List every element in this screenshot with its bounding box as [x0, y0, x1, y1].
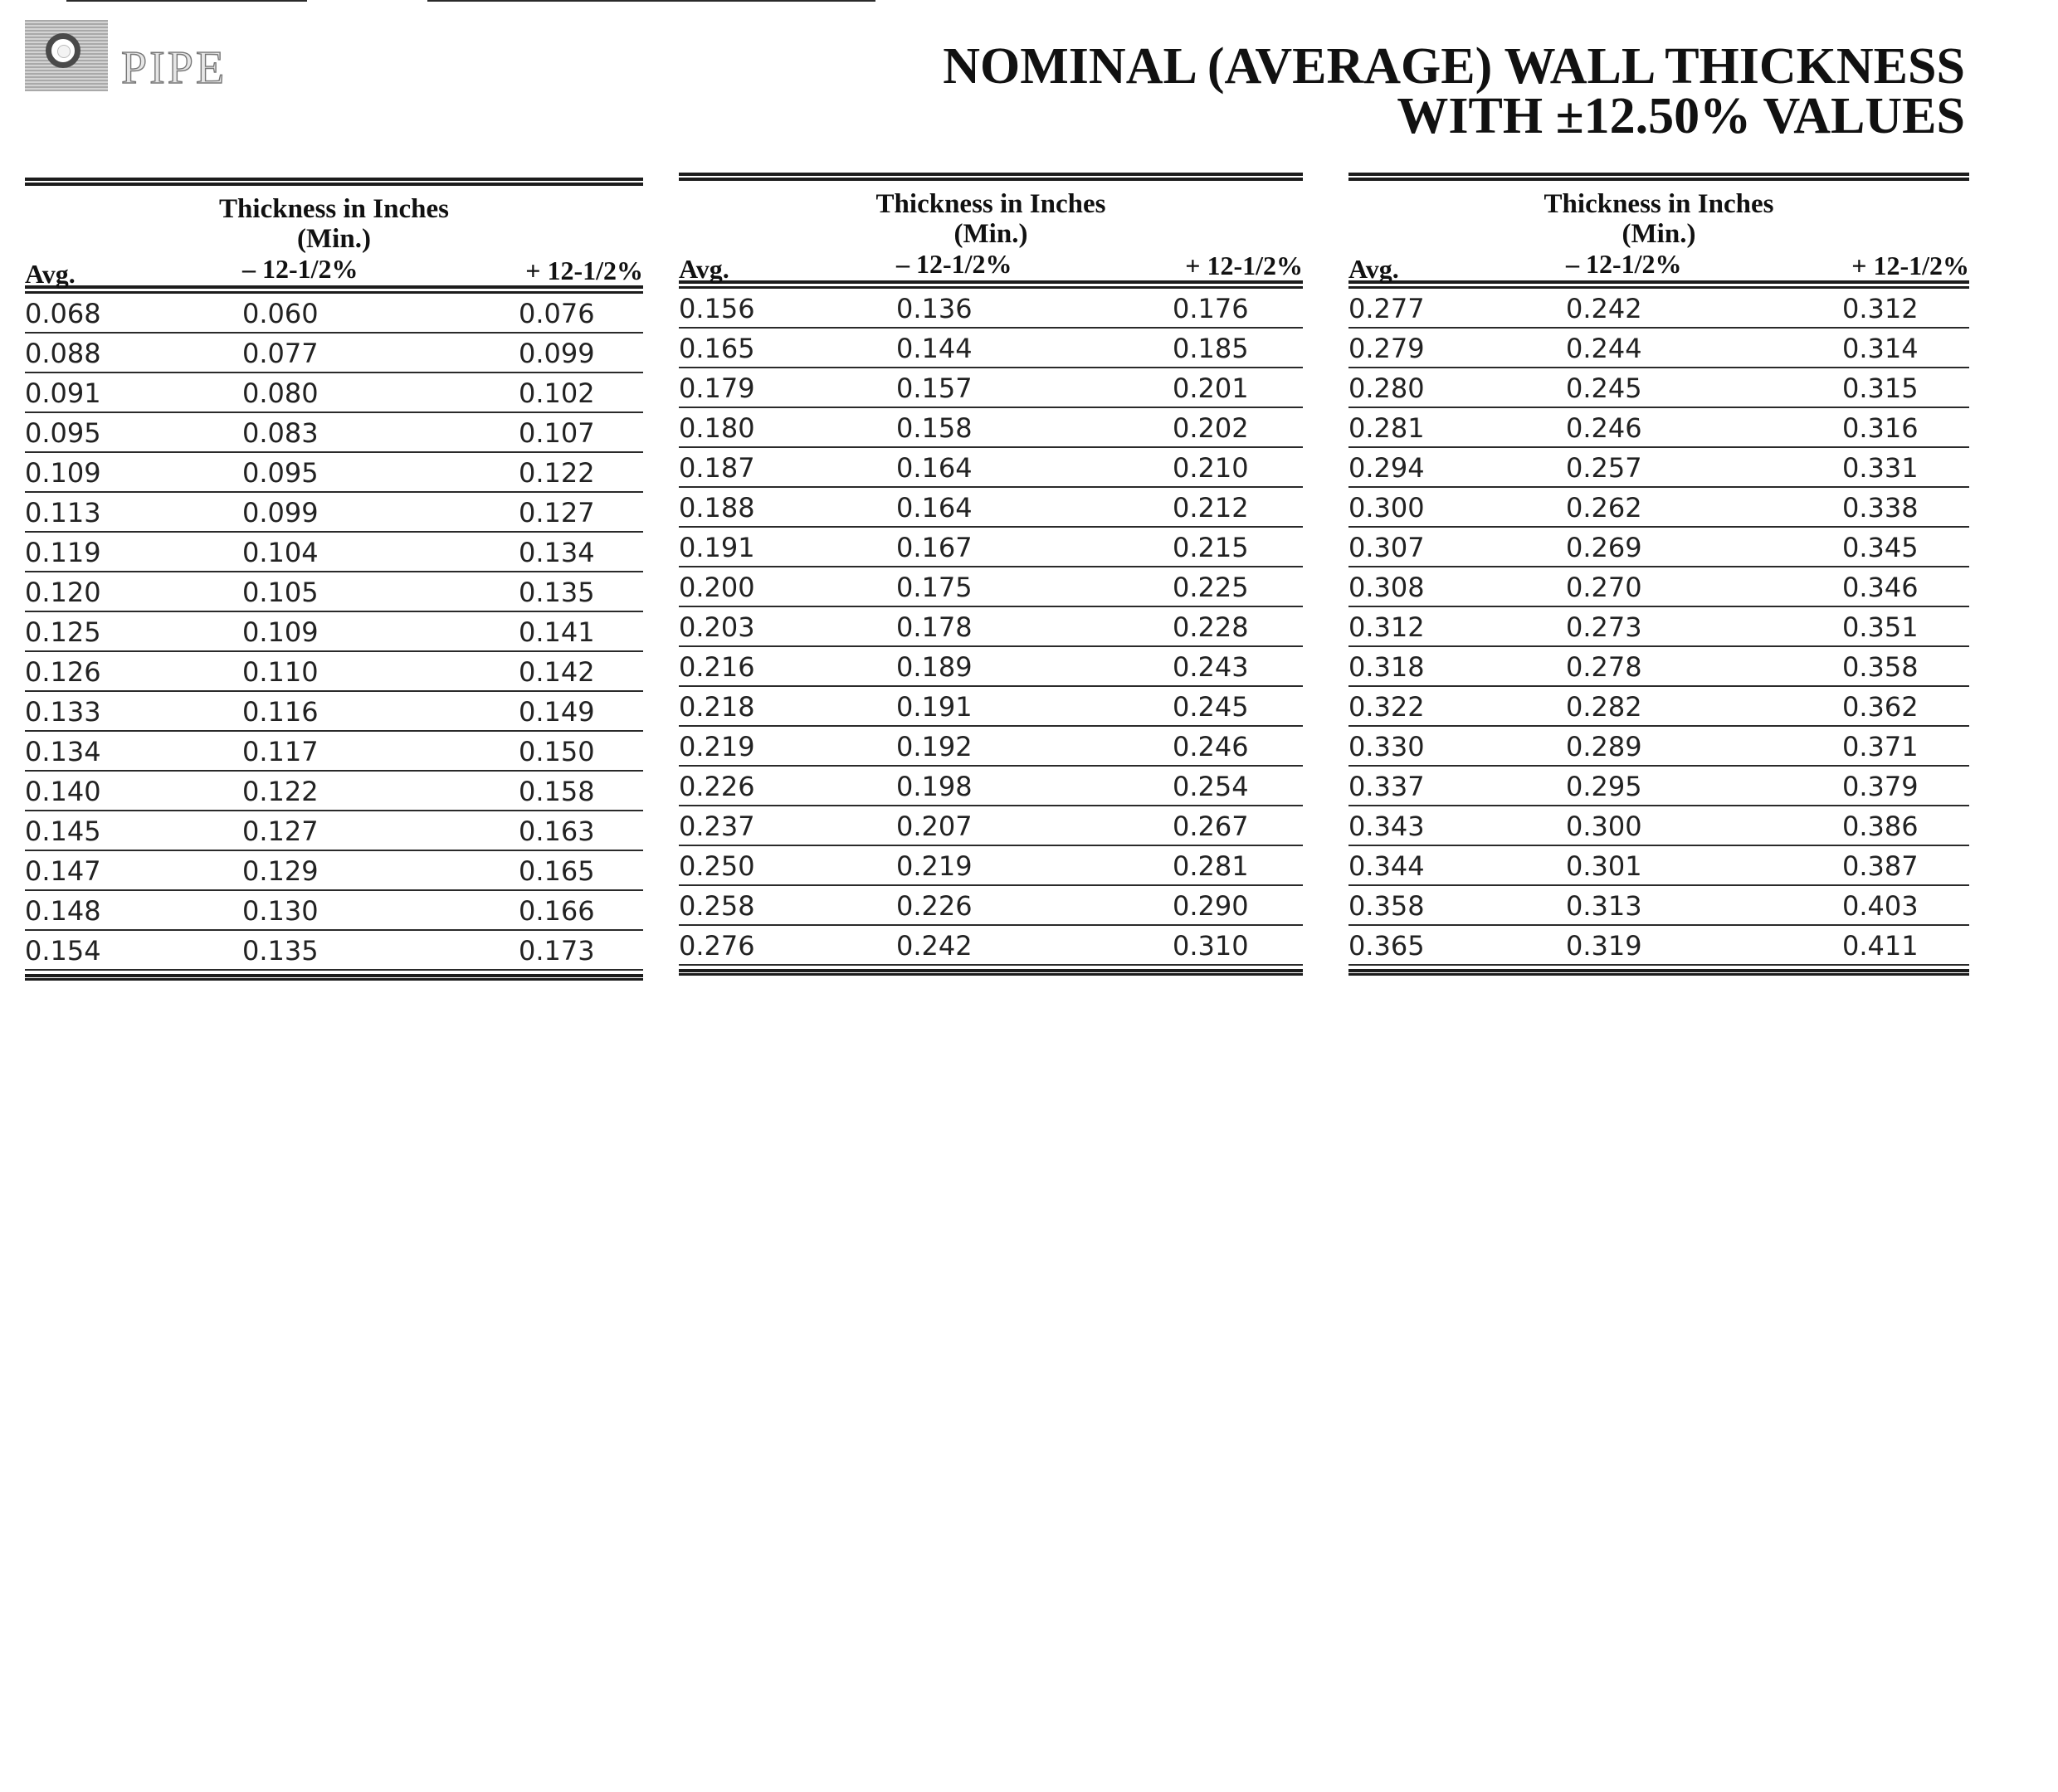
- cell-plus: 0.163: [519, 816, 595, 847]
- cell-avg: 0.200: [679, 572, 755, 603]
- cell-plus: 0.371: [1842, 731, 1919, 762]
- cell-plus: 0.225: [1173, 572, 1249, 603]
- cell-minus: 0.226: [896, 890, 973, 922]
- header-avg: Avg.: [1348, 254, 1399, 284]
- header-avg: Avg.: [25, 259, 76, 289]
- header-plus: + 12-1/2%: [1185, 251, 1303, 280]
- header-group-label: [1348, 189, 1969, 249]
- cell-avg: 0.145: [25, 816, 101, 847]
- cell-plus: 0.228: [1173, 611, 1249, 643]
- cell-avg: 0.140: [25, 776, 101, 807]
- header-group-subtitle: (Min.): [1622, 219, 1696, 249]
- cell-avg: 0.180: [679, 412, 755, 444]
- cell-minus: 0.110: [242, 656, 319, 688]
- cell-plus: 0.281: [1173, 850, 1249, 882]
- header-plus: + 12-1/2%: [525, 256, 643, 285]
- brand-logo: [25, 20, 241, 96]
- table-row: [679, 488, 1303, 528]
- cell-avg: 0.188: [679, 492, 755, 523]
- header-group-subtitle: (Min.): [297, 224, 371, 254]
- table-bottom-rule: [1348, 969, 1969, 976]
- cell-minus: 0.127: [242, 816, 319, 847]
- cell-plus: 0.102: [519, 377, 595, 409]
- cell-avg: 0.280: [1348, 373, 1425, 404]
- table-row: [1348, 368, 1969, 408]
- cell-avg: 0.312: [1348, 611, 1425, 643]
- cell-plus: 0.254: [1173, 771, 1249, 802]
- cell-minus: 0.262: [1566, 492, 1642, 523]
- cell-plus: 0.201: [1173, 373, 1249, 404]
- cell-avg: 0.088: [25, 338, 101, 369]
- cell-minus: 0.270: [1566, 572, 1642, 603]
- cell-minus: 0.301: [1566, 850, 1642, 882]
- cell-minus: 0.109: [242, 616, 319, 648]
- cell-avg: 0.165: [679, 333, 755, 364]
- table-top-rule: [1348, 173, 1969, 181]
- cell-avg: 0.218: [679, 691, 755, 723]
- table-row: [1348, 806, 1969, 846]
- cell-avg: 0.187: [679, 452, 755, 484]
- cell-plus: 0.246: [1173, 731, 1249, 762]
- cell-minus: 0.257: [1566, 452, 1642, 484]
- cell-minus: 0.099: [242, 497, 319, 528]
- cell-plus: 0.210: [1173, 452, 1249, 484]
- table-row: [25, 572, 643, 612]
- cell-plus: 0.099: [519, 338, 595, 369]
- cell-plus: 0.346: [1842, 572, 1919, 603]
- cell-avg: 0.216: [679, 651, 755, 683]
- table-row: [679, 846, 1303, 886]
- pipe-ring-logo-icon: [25, 20, 108, 91]
- cell-minus: 0.198: [896, 771, 973, 802]
- cell-minus: 0.164: [896, 452, 973, 484]
- table-row: [1348, 528, 1969, 567]
- cell-plus: 0.150: [519, 736, 595, 767]
- cell-avg: 0.279: [1348, 333, 1425, 364]
- cell-plus: 0.215: [1173, 532, 1249, 563]
- cell-minus: 0.175: [896, 572, 973, 603]
- cell-minus: 0.219: [896, 850, 973, 882]
- top-edge-rule-left: [66, 0, 307, 2]
- table-row: [679, 767, 1303, 806]
- cell-plus: 0.411: [1842, 930, 1919, 962]
- table-top-rule: [25, 178, 643, 186]
- cell-avg: 0.308: [1348, 572, 1425, 603]
- table-row: [1348, 886, 1969, 926]
- cell-plus: 0.243: [1173, 651, 1249, 683]
- cell-minus: 0.104: [242, 537, 319, 568]
- brand-wordmark: PIPE: [121, 42, 227, 94]
- cell-avg: 0.307: [1348, 532, 1425, 563]
- table-column-header: [1348, 181, 1969, 284]
- cell-avg: 0.154: [25, 935, 101, 967]
- thickness-table-3: [1348, 173, 1969, 976]
- cell-plus: 0.212: [1173, 492, 1249, 523]
- header-minus: – 12-1/2%: [1566, 249, 1682, 279]
- cell-plus: 0.345: [1842, 532, 1919, 563]
- table-row: [25, 652, 643, 692]
- cell-plus: 0.379: [1842, 771, 1919, 802]
- cell-plus: 0.149: [519, 696, 595, 728]
- table-row: [25, 732, 643, 772]
- cell-plus: 0.358: [1842, 651, 1919, 683]
- table-bottom-rule: [679, 969, 1303, 976]
- header-minus: – 12-1/2%: [242, 254, 358, 284]
- cell-minus: 0.273: [1566, 611, 1642, 643]
- cell-avg: 0.344: [1348, 850, 1425, 882]
- cell-minus: 0.282: [1566, 691, 1642, 723]
- header-rule: [25, 285, 643, 294]
- cell-minus: 0.269: [1566, 532, 1642, 563]
- table-row: [679, 448, 1303, 488]
- table-row: [25, 931, 643, 971]
- cell-minus: 0.083: [242, 417, 319, 449]
- cell-avg: 0.237: [679, 811, 755, 842]
- cell-minus: 0.130: [242, 895, 319, 927]
- cell-minus: 0.313: [1566, 890, 1642, 922]
- header-group-label: [25, 194, 643, 254]
- cell-minus: 0.289: [1566, 731, 1642, 762]
- header-avg: Avg.: [679, 254, 729, 284]
- cell-minus: 0.178: [896, 611, 973, 643]
- table-column-header: [679, 181, 1303, 284]
- cell-minus: 0.245: [1566, 373, 1642, 404]
- cell-avg: 0.109: [25, 457, 101, 489]
- cell-minus: 0.135: [242, 935, 319, 967]
- cell-minus: 0.095: [242, 457, 319, 489]
- cell-plus: 0.173: [519, 935, 595, 967]
- cell-avg: 0.300: [1348, 492, 1425, 523]
- cell-minus: 0.191: [896, 691, 973, 723]
- table-row: [25, 851, 643, 891]
- cell-plus: 0.338: [1842, 492, 1919, 523]
- table-row: [1348, 647, 1969, 687]
- cell-minus: 0.136: [896, 293, 973, 324]
- table-row: [679, 926, 1303, 966]
- cell-avg: 0.322: [1348, 691, 1425, 723]
- table-row: [1348, 727, 1969, 767]
- cell-minus: 0.189: [896, 651, 973, 683]
- cell-minus: 0.144: [896, 333, 973, 364]
- cell-plus: 0.202: [1173, 412, 1249, 444]
- table-row: [25, 373, 643, 413]
- cell-avg: 0.095: [25, 417, 101, 449]
- cell-plus: 0.312: [1842, 293, 1919, 324]
- cell-plus: 0.158: [519, 776, 595, 807]
- cell-plus: 0.135: [519, 577, 595, 608]
- header-group-title: Thickness in Inches: [1544, 189, 1774, 219]
- cell-plus: 0.165: [519, 855, 595, 887]
- cell-minus: 0.060: [242, 298, 319, 329]
- cell-avg: 0.126: [25, 656, 101, 688]
- cell-avg: 0.343: [1348, 811, 1425, 842]
- table-row: [25, 612, 643, 652]
- cell-plus: 0.141: [519, 616, 595, 648]
- table-row: [25, 692, 643, 732]
- header-plus: + 12-1/2%: [1851, 251, 1969, 280]
- cell-plus: 0.290: [1173, 890, 1249, 922]
- table-row: [25, 413, 643, 453]
- table-row: [1348, 567, 1969, 607]
- cell-avg: 0.191: [679, 532, 755, 563]
- cell-avg: 0.258: [679, 890, 755, 922]
- table-row: [679, 368, 1303, 408]
- table-row: [679, 607, 1303, 647]
- table-row: [25, 493, 643, 533]
- cell-plus: 0.403: [1842, 890, 1919, 922]
- cell-plus: 0.122: [519, 457, 595, 489]
- cell-avg: 0.330: [1348, 731, 1425, 762]
- cell-avg: 0.133: [25, 696, 101, 728]
- table-row: [1348, 289, 1969, 329]
- table-row: [679, 886, 1303, 926]
- cell-minus: 0.157: [896, 373, 973, 404]
- table-top-rule: [679, 173, 1303, 181]
- cell-minus: 0.242: [896, 930, 973, 962]
- table-row: [1348, 926, 1969, 966]
- header-rule: [1348, 280, 1969, 289]
- cell-avg: 0.179: [679, 373, 755, 404]
- table-row: [679, 647, 1303, 687]
- table-row: [1348, 329, 1969, 368]
- table-row: [679, 567, 1303, 607]
- cell-minus: 0.244: [1566, 333, 1642, 364]
- header-minus: – 12-1/2%: [896, 249, 1012, 279]
- cell-avg: 0.068: [25, 298, 101, 329]
- cell-avg: 0.276: [679, 930, 755, 962]
- table-row: [679, 329, 1303, 368]
- cell-plus: 0.185: [1173, 333, 1249, 364]
- cell-minus: 0.105: [242, 577, 319, 608]
- thickness-table-1: [25, 178, 643, 981]
- cell-minus: 0.167: [896, 532, 973, 563]
- cell-plus: 0.387: [1842, 850, 1919, 882]
- table-row: [25, 772, 643, 811]
- table-row: [25, 533, 643, 572]
- table-row: [1348, 408, 1969, 448]
- table-column-header: [25, 186, 643, 289]
- cell-plus: 0.134: [519, 537, 595, 568]
- table-row: [679, 687, 1303, 727]
- cell-minus: 0.122: [242, 776, 319, 807]
- table-row: [25, 891, 643, 931]
- cell-avg: 0.134: [25, 736, 101, 767]
- cell-plus: 0.315: [1842, 373, 1919, 404]
- cell-minus: 0.158: [896, 412, 973, 444]
- table-row: [1348, 488, 1969, 528]
- cell-plus: 0.166: [519, 895, 595, 927]
- cell-plus: 0.316: [1842, 412, 1919, 444]
- table-row: [1348, 767, 1969, 806]
- cell-avg: 0.203: [679, 611, 755, 643]
- cell-plus: 0.314: [1842, 333, 1919, 364]
- cell-minus: 0.242: [1566, 293, 1642, 324]
- page-title-line-2: WITH ±12.50% VALUES: [1397, 88, 1965, 144]
- cell-minus: 0.300: [1566, 811, 1642, 842]
- table-row: [25, 811, 643, 851]
- table-row: [25, 334, 643, 373]
- header-group-subtitle: (Min.): [953, 219, 1028, 249]
- cell-plus: 0.351: [1842, 611, 1919, 643]
- cell-plus: 0.386: [1842, 811, 1919, 842]
- cell-plus: 0.176: [1173, 293, 1249, 324]
- cell-plus: 0.107: [519, 417, 595, 449]
- ring-icon: [46, 33, 80, 68]
- cell-avg: 0.277: [1348, 293, 1425, 324]
- cell-avg: 0.281: [1348, 412, 1425, 444]
- cell-avg: 0.113: [25, 497, 101, 528]
- page-title: [803, 38, 1965, 144]
- cell-avg: 0.120: [25, 577, 101, 608]
- cell-avg: 0.226: [679, 771, 755, 802]
- cell-minus: 0.295: [1566, 771, 1642, 802]
- table-row: [679, 528, 1303, 567]
- cell-minus: 0.246: [1566, 412, 1642, 444]
- cell-plus: 0.310: [1173, 930, 1249, 962]
- cell-avg: 0.147: [25, 855, 101, 887]
- header-group-title: Thickness in Inches: [219, 194, 449, 224]
- table-row: [679, 289, 1303, 329]
- cell-minus: 0.080: [242, 377, 319, 409]
- header-group-label: [679, 189, 1303, 249]
- cell-minus: 0.278: [1566, 651, 1642, 683]
- cell-minus: 0.129: [242, 855, 319, 887]
- cell-minus: 0.164: [896, 492, 973, 523]
- cell-minus: 0.117: [242, 736, 319, 767]
- cell-minus: 0.319: [1566, 930, 1642, 962]
- table-row: [679, 806, 1303, 846]
- cell-minus: 0.116: [242, 696, 319, 728]
- cell-avg: 0.365: [1348, 930, 1425, 962]
- page-title-line-1: NOMINAL (AVERAGE) WALL THICKNESS: [943, 38, 1965, 95]
- cell-minus: 0.077: [242, 338, 319, 369]
- thickness-table-2: [679, 173, 1303, 976]
- table-row: [1348, 607, 1969, 647]
- header-group-title: Thickness in Inches: [875, 189, 1106, 219]
- cell-plus: 0.245: [1173, 691, 1249, 723]
- top-edge-rule-center: [427, 0, 875, 2]
- cell-plus: 0.076: [519, 298, 595, 329]
- table-row: [25, 453, 643, 493]
- table-row: [679, 408, 1303, 448]
- cell-avg: 0.125: [25, 616, 101, 648]
- cell-avg: 0.156: [679, 293, 755, 324]
- cell-avg: 0.294: [1348, 452, 1425, 484]
- cell-avg: 0.337: [1348, 771, 1425, 802]
- table-row: [1348, 687, 1969, 727]
- cell-plus: 0.142: [519, 656, 595, 688]
- cell-avg: 0.091: [25, 377, 101, 409]
- cell-avg: 0.318: [1348, 651, 1425, 683]
- cell-plus: 0.331: [1842, 452, 1919, 484]
- table-row: [1348, 448, 1969, 488]
- cell-avg: 0.250: [679, 850, 755, 882]
- cell-minus: 0.207: [896, 811, 973, 842]
- header-rule: [679, 280, 1303, 289]
- cell-avg: 0.148: [25, 895, 101, 927]
- table-row: [679, 727, 1303, 767]
- cell-minus: 0.192: [896, 731, 973, 762]
- cell-avg: 0.358: [1348, 890, 1425, 922]
- cell-avg: 0.119: [25, 537, 101, 568]
- table-bottom-rule: [25, 974, 643, 981]
- table-row: [25, 294, 643, 334]
- cell-plus: 0.362: [1842, 691, 1919, 723]
- table-row: [1348, 846, 1969, 886]
- cell-plus: 0.267: [1173, 811, 1249, 842]
- cell-plus: 0.127: [519, 497, 595, 528]
- cell-avg: 0.219: [679, 731, 755, 762]
